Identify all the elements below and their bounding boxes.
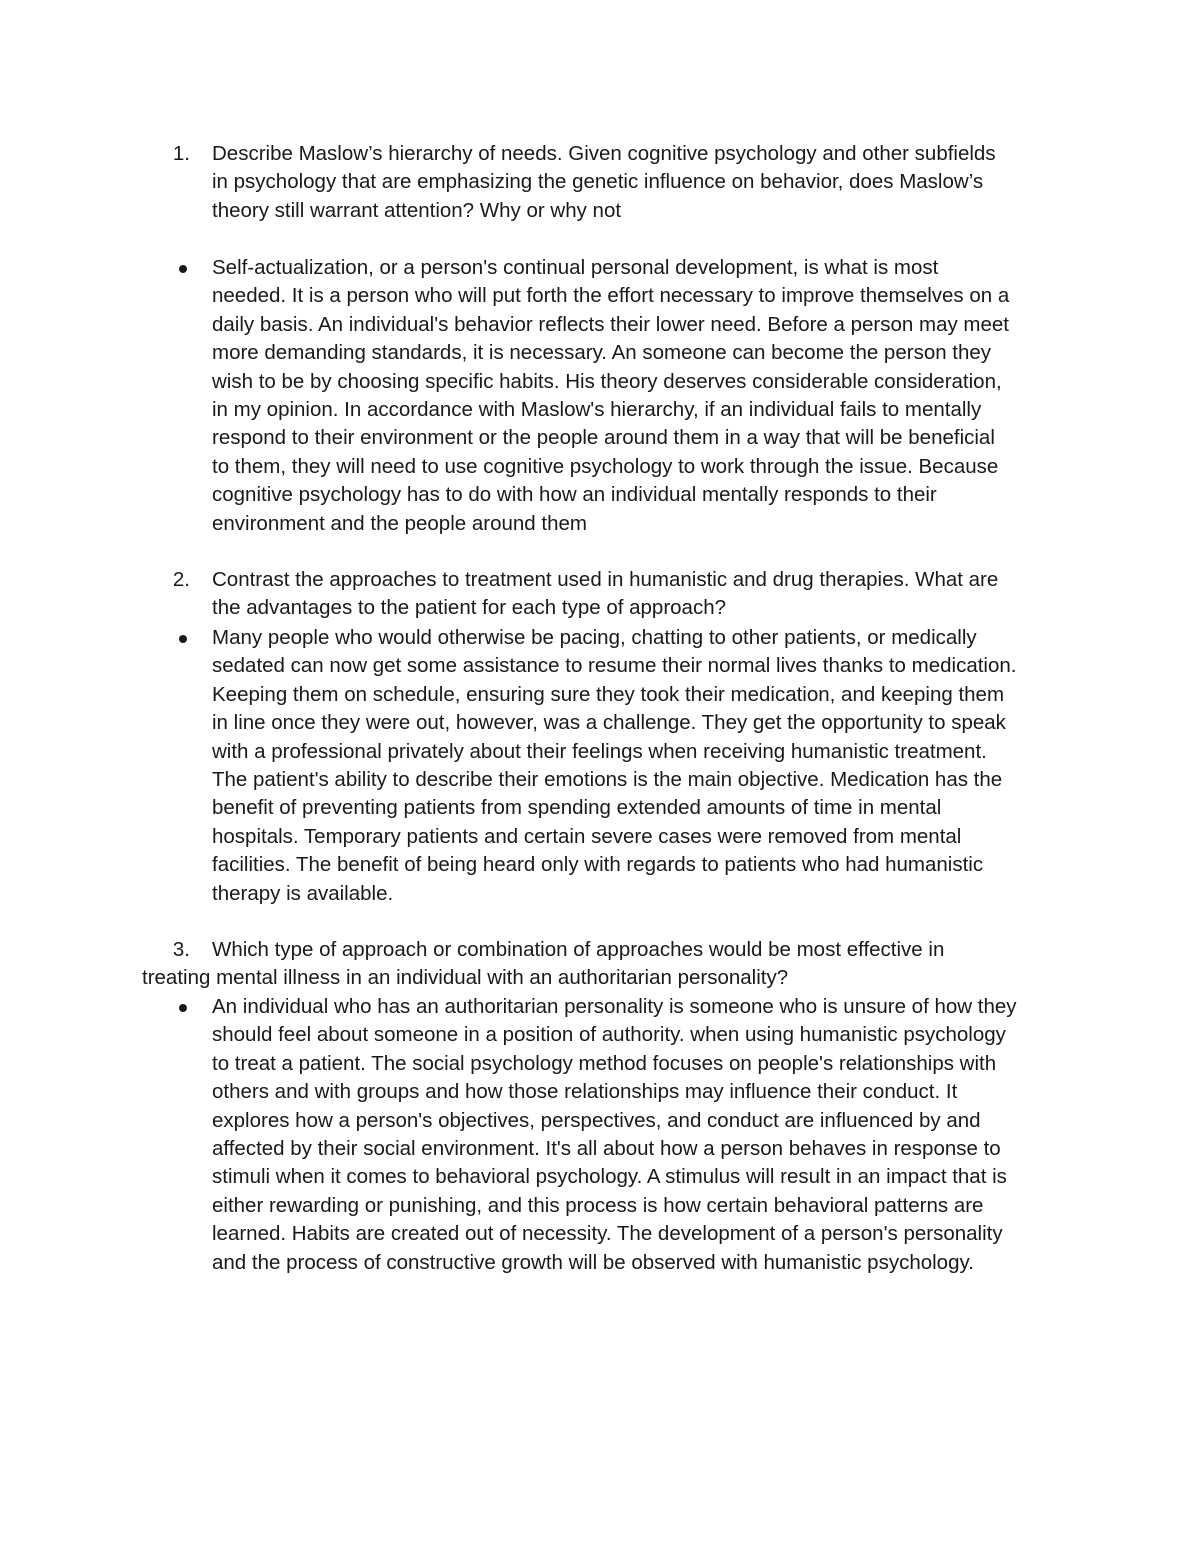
bullet-icon — [179, 635, 187, 643]
bullet-icon — [179, 265, 187, 273]
answer-2-text: Many people who would otherwise be pacing, chatting to other patients, or medically sedated can now get some assistance to resume their normal lives thanks to medication. Keeping them on schedule, ensuring sure they took their medication, and keeping them in line once they were out, however, was a challenge. They get the opportunity to speak with a professional privately about their feelings when receiving humanistic treatment. The patient's ability to describe their emotions is the main objective. Medication has the benefit of preventing patients from spending extended amounts of time in mental hospitals. Temporary patients and certain severe cases were removed from mental facilities. The benefit of being heard only with regards to patients who had humanistic therapy is available. — [212, 626, 1017, 905]
answer-3-text: An individual who has an authoritarian personality is someone who is unsure of how they should feel about someone in a position of authority. when using humanistic psychology to treat a patient. The social psychology method focuses on people's relationships with others and with groups and how those relationships may influence their conduct. It explores how a person's objectives, perspectives, and conduct are influenced by and affected by their social environment. It's all about how a person behaves in response to stimuli when it comes to behavioral psychology. A stimulus will result in an impact that is either rewarding or punishing, and this process is how certain behavioral patterns are learned. Habits are created out of necessity. The development of a person's personality and the process of constructive growth will be observed with humanistic psychology. — [212, 995, 1017, 1274]
question-number-3: 3. — [172, 938, 190, 961]
bullet-icon — [179, 1004, 187, 1012]
answer-1-text: Self-actualization, or a person's continual personal development, is what is most needed. It is a person who will put forth the effort necessary to improve themselves on a daily basis. An individual's behavior reflects their lower need. Before a person may meet more demanding standards, it is necessary. An someone can become the person they wish to be by choosing specific habits. His theory deserves considerable consideration, in my opinion. In accordance with Maslow's hierarchy, if an individual fails to mentally respond to their environment or the people around them in a way that will be beneficial to them, they will need to use cognitive psychology to work through the issue. Because cognitive psychology has to do with how an individual mentally responds to their environment and the people around them — [212, 256, 1010, 535]
question-number-1: 1. — [172, 142, 190, 165]
question-2-text: Contrast the approaches to treatment used in humanistic and drug therapies. What are the advantages to the patient for each type of approach? — [212, 568, 999, 620]
question-1-text: Describe Maslow’s hierarchy of needs. Given cognitive psychology and other subfields in psychology that are emphasizing the genetic influence on behavior, does Maslow’s theory still warrant attention? Why or why not — [212, 142, 996, 222]
question-number-2: 2. — [172, 568, 190, 591]
question-3-text: Which type of approach or combination of approaches would be most effective in treating mental illness in an individual with an authoritarian personality? — [142, 938, 945, 990]
